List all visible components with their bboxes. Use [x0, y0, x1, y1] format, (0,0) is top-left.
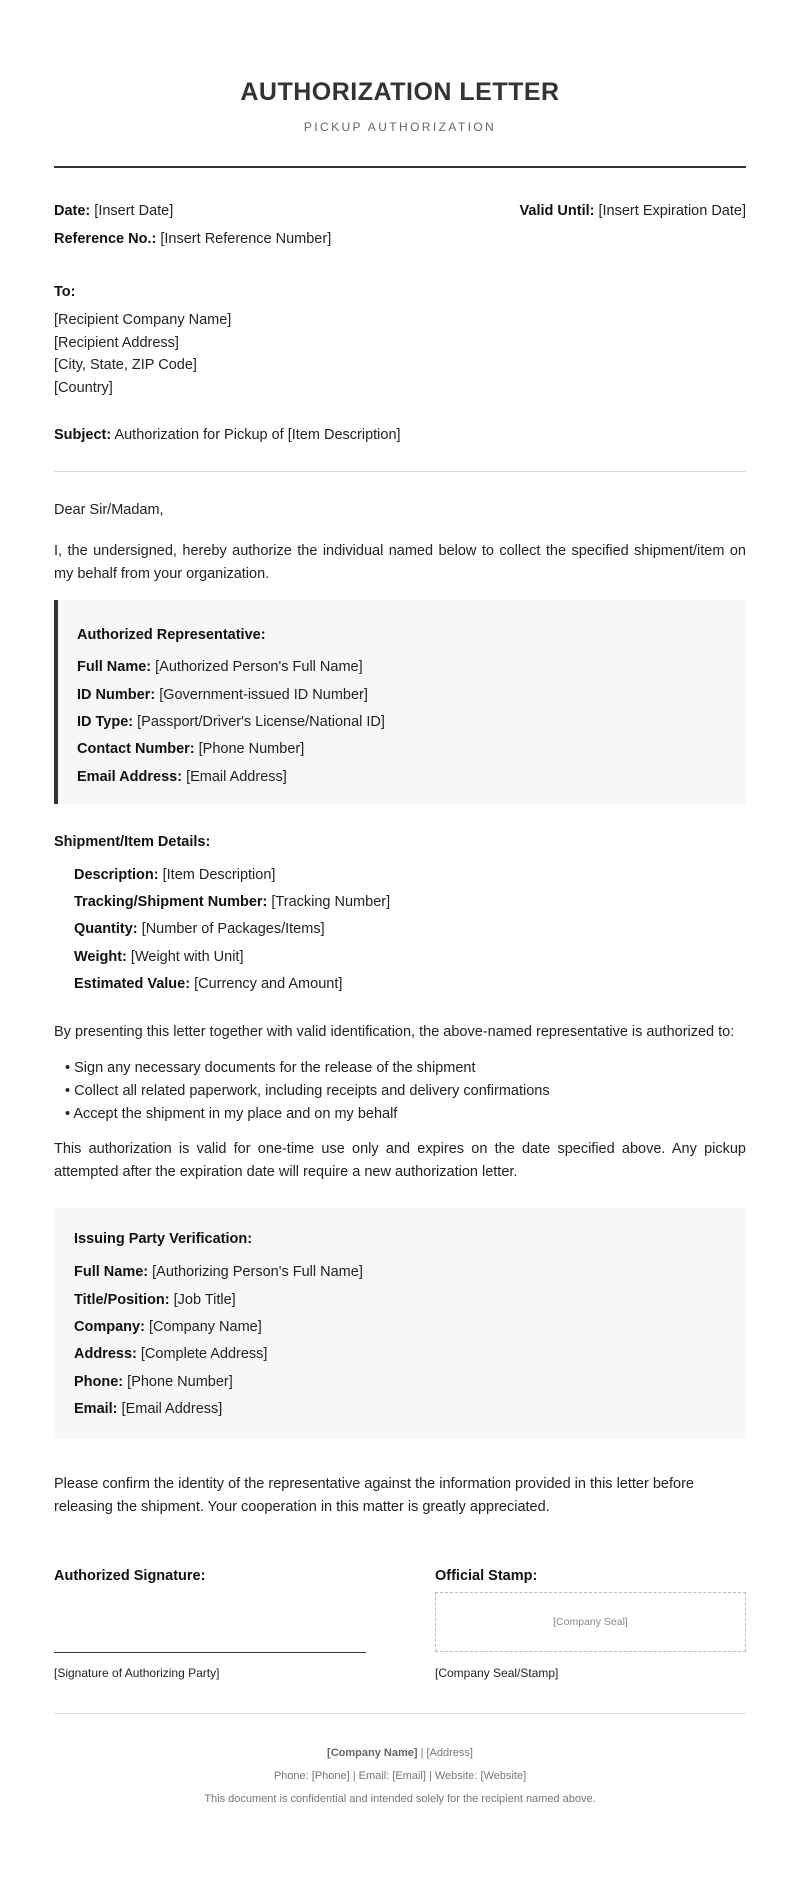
validity-paragraph: This authorization is valid for one-time use only and expires on the date specified above. Any pickup attempted after the expiration date will require a new authorization letter.	[54, 1141, 746, 1180]
shipment-field-value: [Item Description]	[162, 867, 276, 883]
seal-placeholder: [Company Seal]	[553, 1616, 628, 1628]
rep-field-value: [Phone Number]	[198, 741, 305, 757]
verification-field-label: Title/Position:	[74, 1292, 170, 1308]
authority-item	[65, 1106, 397, 1122]
stamp-caption: [Company Seal/Stamp]	[435, 1666, 559, 1680]
subject-value: Authorization for Pickup of [Item Description]	[114, 427, 401, 443]
verification-field-value: [Company Name]	[148, 1319, 262, 1335]
rep-field-label: ID Type:	[77, 714, 134, 730]
reference-line	[54, 231, 331, 247]
subject-line	[54, 427, 401, 443]
verification-field-value: [Email Address]	[121, 1401, 223, 1417]
footer-company: [Company Name]	[327, 1747, 418, 1759]
verification-field	[74, 1401, 222, 1417]
shipment-field	[74, 949, 243, 965]
recipient-line: [Recipient Address]	[54, 335, 179, 351]
document-subtitle: PICKUP AUTHORIZATION	[303, 120, 497, 134]
signature-line[interactable]	[54, 1652, 366, 1653]
verification-field-value: [Complete Address]	[140, 1346, 268, 1362]
header-divider	[54, 166, 746, 168]
recipient-line: [Recipient Company Name]	[54, 312, 232, 328]
valid-until-label: Valid Until:	[519, 203, 595, 219]
verification-field-label: Company:	[74, 1319, 145, 1335]
shipment-field	[74, 867, 275, 883]
footer-contact: Phone: [Phone] | Email: [Email] | Website: [Website]	[273, 1770, 527, 1782]
verification-field	[74, 1292, 236, 1308]
shipment-field-label: Description:	[74, 867, 159, 883]
verification-field-label: Address:	[74, 1346, 137, 1362]
rep-field-value: [Government-issued ID Number]	[159, 687, 368, 703]
verification-field-value: [Phone Number]	[127, 1374, 233, 1390]
verification-field	[74, 1264, 363, 1280]
signature-caption: [Signature of Authorizing Party]	[54, 1666, 220, 1680]
verification-field-value: [Job Title]	[173, 1292, 236, 1308]
verification-field	[74, 1374, 233, 1390]
stamp-heading: Official Stamp:	[435, 1568, 538, 1584]
shipment-field-value: [Number of Packages/Items]	[141, 921, 325, 937]
verification-heading: Issuing Party Verification:	[74, 1231, 253, 1247]
recipient-line: [Country]	[54, 380, 113, 396]
bullet-icon: •	[65, 1060, 71, 1076]
shipment-field-label: Quantity:	[74, 921, 138, 937]
verification-field	[74, 1346, 267, 1362]
verification-field-label: Phone:	[74, 1374, 124, 1390]
footer-address: | [Address]	[417, 1747, 473, 1759]
valid-until-line	[520, 203, 746, 219]
authority-item-text: Sign any necessary documents for the release of the shipment	[74, 1060, 476, 1076]
verification-field-value: [Authorizing Person's Full Name]	[152, 1264, 363, 1280]
authority-intro: By presenting this letter together with valid identification, the above-named representative is authorized to:	[54, 1024, 735, 1040]
authority-item-text: Accept the shipment in my place and on my behalf	[73, 1106, 398, 1122]
verification-field-label: Email:	[74, 1401, 118, 1417]
date-value: [Insert Date]	[94, 203, 174, 219]
authority-item-text: Collect all related paperwork, including receipts and delivery confirmations	[74, 1083, 550, 1099]
rep-field	[77, 714, 385, 730]
shipment-field-label: Weight:	[74, 949, 127, 965]
footer-company-line	[54, 1747, 746, 1759]
reference-label: Reference No.:	[54, 231, 157, 247]
shipment-field-value: [Tracking Number]	[271, 894, 391, 910]
intro-paragraph: I, the undersigned, hereby authorize the individual named below to collect the specified shipment/item on my behalf from your organization.	[54, 543, 746, 582]
signature-heading: Authorized Signature:	[54, 1568, 206, 1584]
rep-field	[77, 769, 287, 785]
subject-divider	[54, 471, 746, 472]
bullet-icon: •	[65, 1106, 71, 1122]
footer-confidential: This document is confidential and intended solely for the recipient named above.	[204, 1793, 596, 1805]
rep-field-label: Full Name:	[77, 659, 152, 675]
verification-field-label: Full Name:	[74, 1264, 149, 1280]
date-line	[54, 203, 173, 219]
authority-item	[65, 1060, 476, 1076]
closing-paragraph: Please confirm the identity of the representative against the information provided in this letter before releasing the shipment. Your cooperation in this matter is greatly appreciated.	[54, 1476, 694, 1515]
shipment-field-label: Tracking/Shipment Number:	[74, 894, 268, 910]
shipment-field-value: [Weight with Unit]	[130, 949, 244, 965]
valid-until-value: [Insert Expiration Date]	[598, 203, 746, 219]
shipment-field	[74, 921, 325, 937]
recipient-line: [City, State, ZIP Code]	[54, 357, 197, 373]
shipment-field-value: [Currency and Amount]	[194, 976, 343, 992]
footer-divider	[54, 1713, 746, 1714]
representative-box	[54, 600, 746, 804]
subject-label: Subject:	[54, 427, 112, 443]
rep-field-value: [Passport/Driver's License/National ID]	[137, 714, 385, 730]
date-label: Date:	[54, 203, 91, 219]
to-label: To:	[54, 284, 76, 300]
shipment-field	[74, 976, 342, 992]
rep-field-label: ID Number:	[77, 687, 156, 703]
rep-field-label: Contact Number:	[77, 741, 195, 757]
verification-box	[54, 1208, 746, 1439]
company-seal-box[interactable]	[435, 1592, 746, 1652]
reference-value: [Insert Reference Number]	[160, 231, 332, 247]
authority-item	[65, 1083, 550, 1099]
document-title: AUTHORIZATION LETTER	[240, 78, 560, 106]
shipment-field	[74, 894, 390, 910]
verification-field	[74, 1319, 262, 1335]
shipment-heading: Shipment/Item Details:	[54, 834, 211, 850]
rep-field	[77, 659, 363, 675]
rep-field-value: [Email Address]	[186, 769, 287, 785]
salutation: Dear Sir/Madam,	[54, 502, 164, 518]
bullet-icon: •	[65, 1083, 71, 1099]
rep-field-label: Email Address:	[77, 769, 183, 785]
rep-field	[77, 741, 304, 757]
representative-heading: Authorized Representative:	[77, 627, 266, 643]
shipment-field-label: Estimated Value:	[74, 976, 191, 992]
rep-field	[77, 687, 368, 703]
rep-field-value: [Authorized Person's Full Name]	[155, 659, 363, 675]
